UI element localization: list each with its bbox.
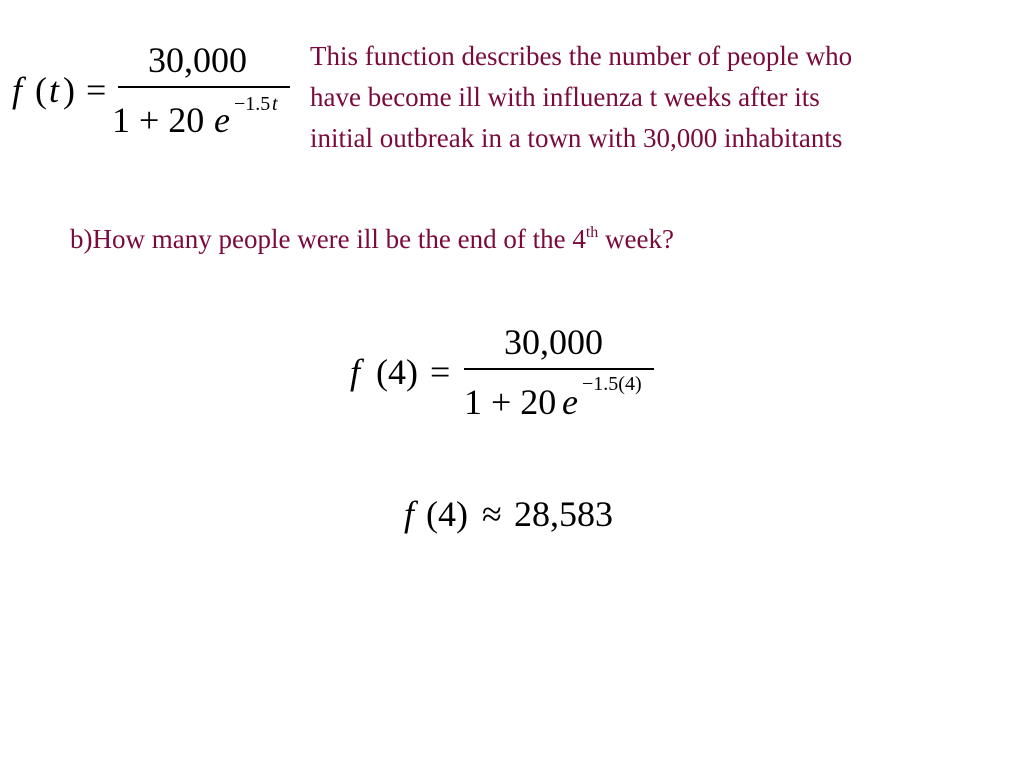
description-line-1: This function describes the number of people who bbox=[310, 41, 853, 71]
result-value: 28,583 bbox=[514, 494, 613, 534]
formula-general-denominator: 1 + 20 bbox=[112, 100, 205, 140]
formula-general-numerator: 30,000 bbox=[148, 40, 247, 80]
formula-substituted-func: f bbox=[350, 352, 361, 392]
description-line-2: have become ill with influenza t weeks after its bbox=[310, 82, 820, 112]
result-func: f bbox=[404, 494, 415, 534]
description-line-3: initial outbreak in a town with 30,000 inhabitants bbox=[310, 123, 843, 153]
formula-general-fraction-bar bbox=[118, 86, 290, 88]
formula-result bbox=[400, 496, 640, 540]
formula-general-func: f bbox=[12, 70, 23, 110]
formula-general-paren-close: ) bbox=[63, 70, 75, 110]
formula-substituted-arg: (4) bbox=[376, 352, 418, 392]
formula-substituted-denominator: 1 + 20 bbox=[464, 382, 557, 422]
formula-substituted-numerator: 30,000 bbox=[504, 322, 603, 362]
result-approx: ≈ bbox=[482, 494, 502, 534]
formula-general-paren-open: ( bbox=[35, 70, 47, 110]
function-description bbox=[310, 36, 1010, 159]
formula-general-exponent-var: t bbox=[272, 93, 278, 115]
question-superscript: th bbox=[585, 224, 599, 241]
formula-general-equals: = bbox=[86, 70, 107, 110]
formula-substituted-exponent: −1.5(4) bbox=[582, 373, 642, 395]
formula-general-e: e bbox=[214, 100, 230, 140]
formula-general bbox=[8, 40, 298, 140]
formula-substituted-fraction-bar bbox=[464, 368, 654, 370]
formula-substituted-equals: = bbox=[430, 352, 451, 392]
question-text: b)How many people were ill be the end of the 4 bbox=[70, 224, 586, 254]
formula-substituted bbox=[346, 322, 666, 422]
question-b bbox=[70, 224, 674, 255]
formula-substituted-e: e bbox=[562, 382, 578, 422]
formula-general-var: t bbox=[49, 70, 60, 110]
question-text-end: week? bbox=[598, 224, 674, 254]
formula-general-exponent: −1.5 bbox=[234, 93, 271, 115]
result-arg: (4) bbox=[426, 494, 468, 534]
